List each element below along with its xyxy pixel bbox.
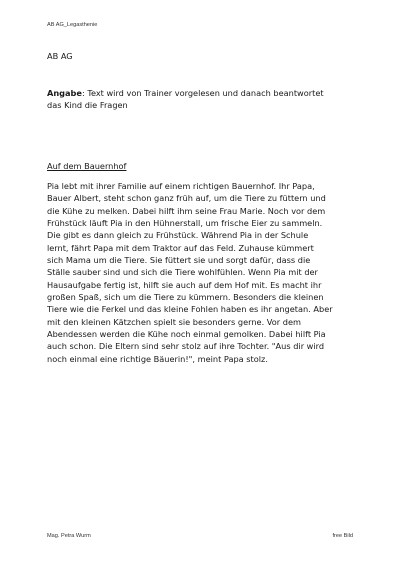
footer-author: Mag. Petra Wurm	[47, 533, 91, 539]
document-title: AB AG	[47, 51, 73, 61]
story-line: lernt, fährt Papa mit dem Traktor auf das Feld. Zuhause kümmert	[47, 242, 314, 253]
instruction-paragraph	[47, 87, 367, 111]
story-line: großen Spaß, sich um die Tiere zu kümmern. Besonders die kleinen	[47, 292, 324, 303]
instruction-text-line2: das Kind die Fragen	[47, 100, 128, 110]
story-line: Die gibt es dann gleich zu Frühstück. Während Pia in der Schule	[47, 230, 309, 241]
story-line: Bauer Albert, steht schon ganz früh auf, um die Tiere zu füttern und	[47, 193, 326, 204]
story-line: Frühstück läuft Pia in den Hühnerstall, um frische Eier zu sammeln.	[47, 218, 323, 229]
story-line: auch schon. Die Eltern sind sehr stolz auf ihre Tochter. "Aus dir wird	[47, 341, 325, 352]
story-line: Ställe sauber sind und sich die Tiere wohlfühlen. Wenn Pia mit der	[47, 267, 318, 278]
story-line: Pia lebt mit ihrer Familie auf einem richtigen Bauernhof. Ihr Papa,	[47, 181, 315, 191]
story-line: Hausaufgabe fertig ist, hilft sie auch auf dem Hof mit. Es macht ihr	[47, 279, 322, 290]
story-line: sich Mama um die Tiere. Sie füttert sie und sorgt dafür, dass die	[47, 255, 311, 266]
running-header: AB AG_Legasthenie	[47, 22, 98, 28]
story-line: Abendessen werden die Kühe noch einmal gemolken. Dabei hilft Pia	[47, 329, 326, 340]
story-heading: Auf dem Bauernhof	[47, 161, 127, 171]
instruction-label: Angabe	[47, 88, 82, 98]
story-line: die Kühe zu melken. Dabei hilft ihm seine Frau Marie. Noch vor dem	[47, 205, 326, 216]
story-body	[47, 180, 357, 365]
story-line: mit den kleinen Kätzchen spielt sie besonders gerne. Vor dem	[47, 316, 301, 327]
footer-credit: free Bild	[332, 533, 353, 539]
story-line: noch einmal eine richtige Bäuerin!", meint Papa stolz.	[47, 353, 268, 364]
story-line: Tiere wie die Ferkel und das kleine Fohlen haben es ihr angetan. Aber	[47, 304, 333, 315]
instruction-text: : Text wird von Trainer vorgelesen und danach beantwortet	[81, 88, 324, 98]
